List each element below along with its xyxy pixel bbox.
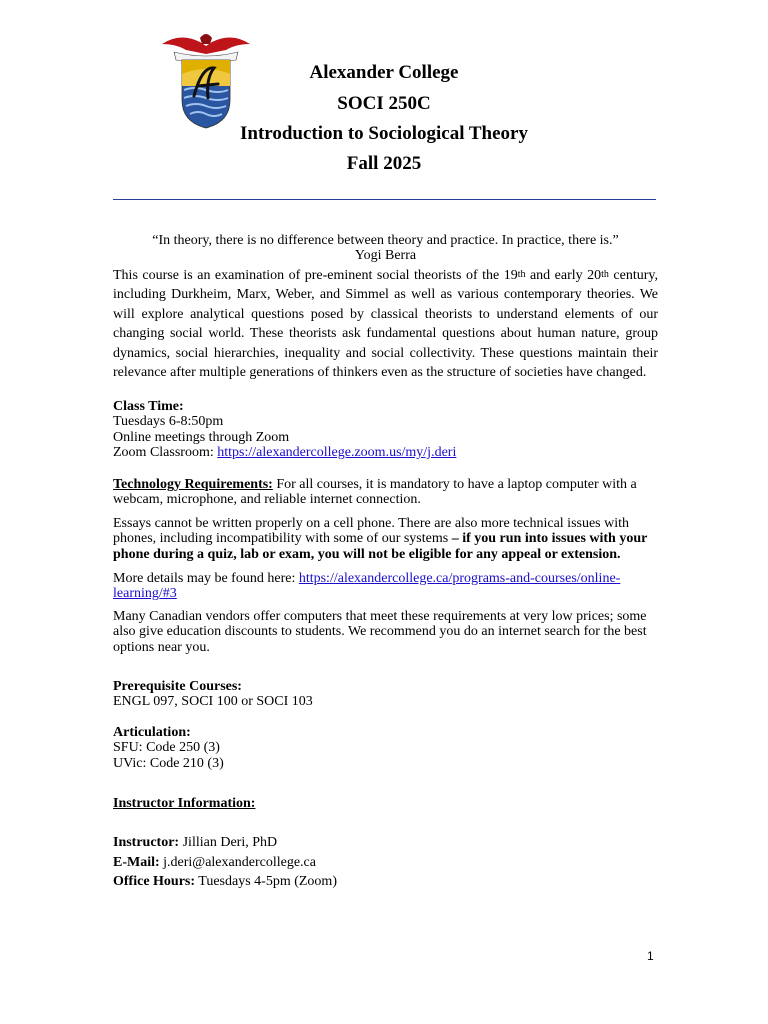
intro-sup-1: th xyxy=(517,269,526,280)
articulation-heading: Articulation: xyxy=(113,725,191,740)
quote-text: “In theory, there is no difference between theory and practice. In practice, there is.” xyxy=(152,233,619,248)
essays-warning: – if you run into issues with your phone during a quiz, lab or exam, you will not be eligible for any appeal or extension. xyxy=(113,531,648,562)
tech-text: For all courses, it is mandatory to have a laptop computer with a webcam, microphone, and reliable internet connection. xyxy=(113,477,637,508)
intro-text-2: and early 20 xyxy=(525,268,602,283)
quote-author: Yogi Berra xyxy=(354,248,417,263)
articulation-uvic: UVic: Code 210 (3) xyxy=(113,755,224,771)
course-term: Fall 2025 xyxy=(346,153,422,174)
intro-text-1: This course is an examination of pre-eminent social theorists of the 19 xyxy=(113,268,518,283)
course-description xyxy=(113,266,658,382)
zoom-label: Zoom Classroom: xyxy=(113,445,218,461)
online-learning-link[interactable]: https://alexandercollege.ca/programs-and-courses/online- xyxy=(298,571,621,586)
instructor-line xyxy=(113,833,658,853)
tech-requirements xyxy=(113,477,658,508)
class-time-section xyxy=(113,399,658,461)
office-hours-line xyxy=(113,872,658,892)
instructor-section-heading: Instructor Information: xyxy=(113,796,256,811)
instructor-name: Jillian Deri, PhD xyxy=(179,835,278,850)
instructor-info xyxy=(113,833,658,892)
class-time-heading: Class Time: xyxy=(113,399,184,414)
intro-text-3: century, including Durkheim, Marx, Weber, and Simmel as well as various contemporary theories. We will explore analytical questions posed by classical theorists to understand elements of our changing social world. These theorists ask fundamental questions about human nature, group dynamics, social hierarchies, inequality and social collectivity. These questions maintain their relevance after multiple generations of thinkers even as the structure of societies have changed. xyxy=(113,268,658,381)
essays-text: Essays cannot be written properly on a cell phone. There are also more technical issues with phones, including incompatibility with some of our systems xyxy=(113,516,630,547)
epigraph xyxy=(113,233,658,263)
page-number: 1 xyxy=(647,949,654,963)
office-hours-value: Tuesdays 4-5pm (Zoom) xyxy=(195,874,337,889)
prereq-heading: Prerequisite Courses: xyxy=(113,679,242,694)
details-label: More details may be found here: xyxy=(113,571,299,586)
class-schedule: Tuesdays 6-8:50pm xyxy=(113,414,224,430)
email-line xyxy=(113,853,658,873)
office-hours-label: Office Hours: xyxy=(113,874,196,889)
prereq-section xyxy=(113,679,658,710)
articulation-sfu: SFU: Code 250 (3) xyxy=(113,740,220,756)
online-learning-link-cont[interactable]: learning/#3 xyxy=(113,586,177,602)
zoom-classroom-link[interactable]: https://alexandercollege.zoom.us/my/j.deri xyxy=(217,445,457,461)
course-code: SOCI 250C xyxy=(337,93,431,114)
vendors-paragraph: Many Canadian vendors offer computers that meet these requirements at very low prices; some also give education discounts to students. We recommend you do an internet search for the best options near you. xyxy=(113,609,647,655)
details-paragraph xyxy=(113,571,658,602)
header-divider xyxy=(113,199,656,200)
articulation-section xyxy=(113,725,658,771)
prereq-text: ENGL 097, SOCI 100 or SOCI 103 xyxy=(113,694,313,710)
zoom-classroom-line xyxy=(113,445,658,460)
class-mode: Online meetings through Zoom xyxy=(113,429,290,445)
tech-heading: Technology Requirements: xyxy=(113,477,273,492)
college-name: Alexander College xyxy=(309,62,459,83)
intro-sup-2: th xyxy=(601,269,609,280)
essays-paragraph xyxy=(113,516,658,562)
email-value: j.deri@alexandercollege.ca xyxy=(159,854,316,870)
instructor-label: Instructor: xyxy=(113,835,180,850)
email-label: E-Mail: xyxy=(113,854,160,870)
title-block xyxy=(184,58,584,179)
course-title: Introduction to Sociological Theory xyxy=(239,123,528,144)
